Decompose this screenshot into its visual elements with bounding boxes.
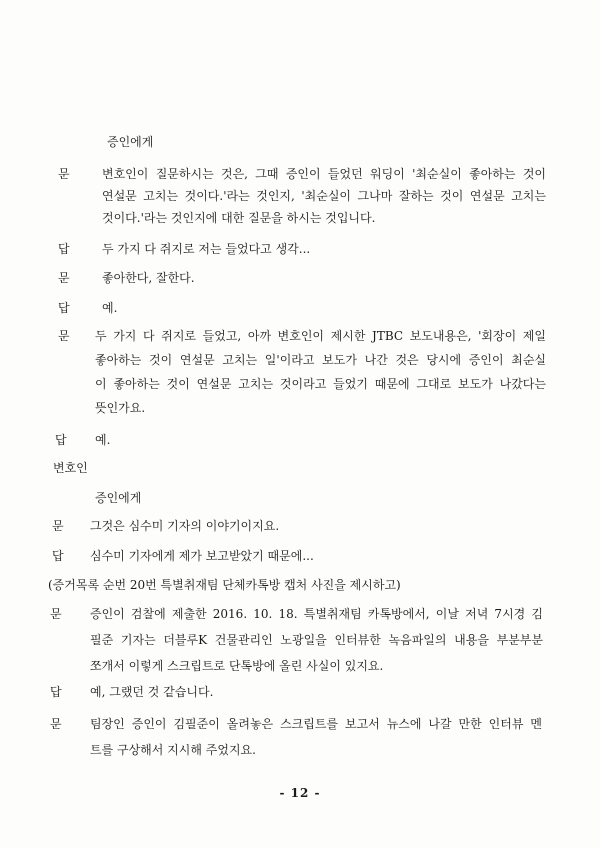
speaker-label: 변호인 [53,461,88,475]
answer-line: 예. [95,433,111,447]
question-line: 좋아하는 것이 연설문 고치는 일'이라고 보도가 나간 것은 당시에 증인이 최순실 [95,353,546,367]
question-label: 문 [50,717,62,731]
question-line: 쪼개서 이렇게 스크립트로 단톡방에 올린 사실이 있지요. [90,659,384,673]
question-line: 변호인이 질문하시는 것은, 그때 증인이 들었던 워딩이 '최순실이 좋아하는 것이 [102,167,546,181]
heading-to-witness: 증인에게 [95,491,142,505]
answer-line: 두 가지 다 쥐지로 저는 들었다고 생각... [102,242,311,256]
answer-label: 답 [58,242,70,256]
question-label: 문 [50,607,62,621]
answer-line: 예. [102,301,118,315]
page-number: - 12 - [279,786,321,800]
answer-line: 심수미 기자에게 제가 보고받았기 때문에... [90,549,314,563]
evidence-note: (증거목록 순번 20번 특별취재팀 단체카톡방 캡처 사진을 제시하고) [48,578,401,592]
question-label: 문 [58,329,70,343]
answer-label: 답 [55,433,67,447]
question-line: 필준 기자는 더블루K 건물관리인 노광일을 인터뷰한 녹음파일의 내용을 부분부분 [90,633,543,647]
question-label: 문 [58,167,70,181]
question-label: 문 [52,519,64,533]
heading-to-witness: 증인에게 [107,135,154,149]
answer-label: 답 [52,549,64,563]
question-line: 그것은 심수미 기자의 이야기이지요. [90,519,280,533]
answer-label: 답 [58,301,70,315]
question-line: 두 가지 다 쥐지로 들었고, 아까 변호인이 제시한 JTBC 보도내용은, '회장이 제일 [95,329,546,343]
question-label: 문 [58,271,70,285]
question-line: 팀장인 증인이 김필준이 올려놓은 스크립트를 보고서 뉴스에 나갈 만한 인터뷰 멘 [90,717,542,731]
question-line: 좋아한다, 잘한다. [102,271,195,285]
question-line: 연설문 고치는 것이다.'라는 것인지, '최순실이 그나마 잘하는 것이 연설문 고치는 [102,189,546,203]
answer-label: 답 [50,685,62,699]
question-line: 증인이 검찰에 제출한 2016. 10. 18. 특별취재팀 카톡방에서, 이날 저녁 7시경 김 [90,607,543,621]
question-line: 뜻인가요. [95,401,146,415]
question-line: 것이다.'라는 것인지에 대한 질문을 하시는 것입니다. [102,211,376,225]
answer-line: 예, 그랬던 것 같습니다. [90,685,214,699]
question-line: 트를 구상해서 지시해 주었지요. [90,743,256,757]
question-line: 이 좋아하는 것이 연설문 고치는 것이라고 들었기 때문에 그대로 보도가 나갔다는 [95,377,546,391]
